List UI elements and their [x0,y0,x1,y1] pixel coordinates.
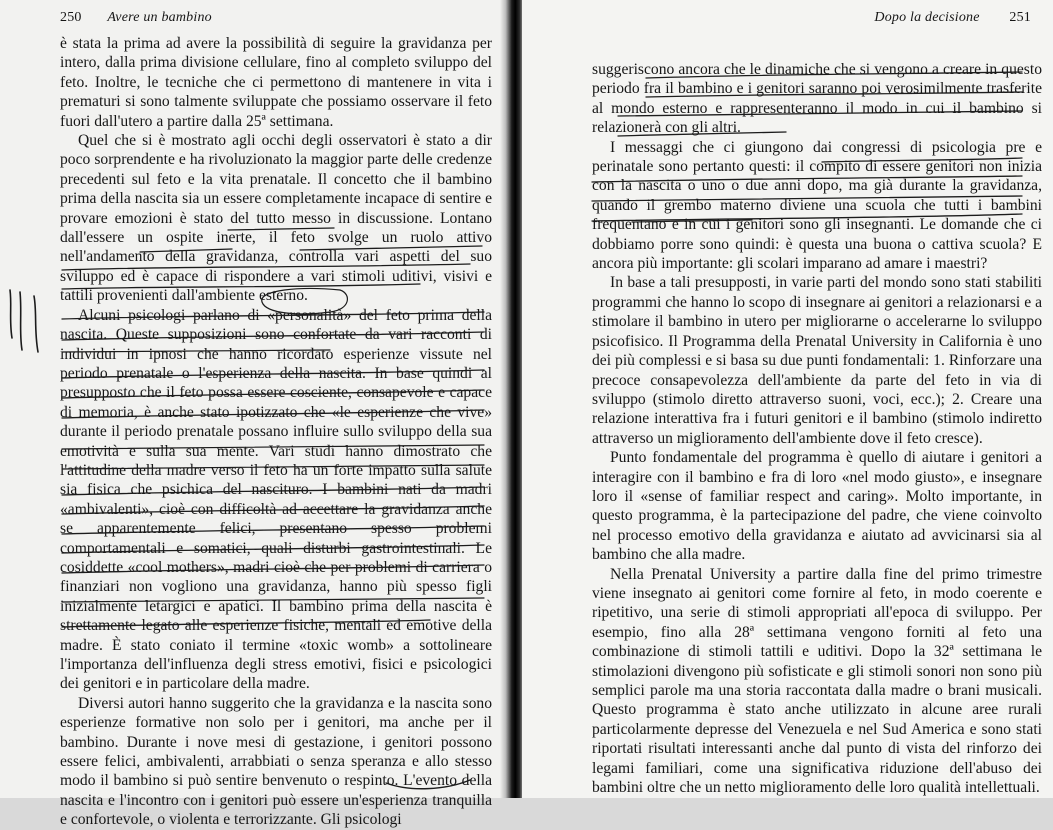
paragraph: I messaggi che ci giungono dai congressi di psicologia pre e perinatale sono pertanto questi: il compito di essere genitori non inizia con la nascita o uno o due anni dopo, ma già durante la gravidanza, quando il grembo materno diviene una scuola che tutti i bambini frequentano e in cui i genitori sono gli insegnanti. Le domande che ci dobbiamo porre sono quindi: è questa una buona o cattiva scuola? E ancora più importante: gli scolari imparano ad amare i maestri? [592,138,1042,273]
page-number: 251 [1009,10,1031,25]
margin-mark [20,292,22,350]
margin-mark [34,296,38,352]
running-title: Dopo la decisione [874,10,980,25]
right-page-body [592,60,1042,797]
left-page-body [60,34,492,830]
paragraph: Quel che si è mostrato agli occhi degli osservatori è stato a dir poco sorprendente e ha rivoluzionato la maggior parte delle credenze precedenti sul feto e la vita prenatale. Il concetto che il bambino prima della nascita sia un essere completamente incapace di sentire e provare emozioni è stato del tutto messo in discussione. Lontano dall'essere un ospite inerte, il feto svolge un ruolo attivo nell'andamento della gravidanza, controlla vari aspetti del suo sviluppo ed è capace di rispondere a vari stimoli uditivi, visivi e tattili provenienti dall'ambiente esterno. [60,132,492,305]
left-page-header [60,10,212,26]
right-page [522,0,1053,798]
paragraph: è stata la prima ad avere la possibilità di seguire la gravidanza per intero, dalla prima divisione cellulare, fino al completo sviluppo del feto. Inoltre, le tecniche che ci permettono di mantenere in vita i prematuri si sono talmente sviluppate che possiamo osservare il feto fuori dall'utero a partire dalla 25ª settimana. [60,35,492,130]
running-title: Avere un bambino [107,10,212,25]
right-page-header [874,10,1031,26]
paragraph: suggeriscono ancora che le dinamiche che si vengono a creare in questo periodo fra il bambino e i genitori saranno poi verosimilmente trasferite al mondo esterno e rappresenteranno il modo in cui il bambino si relazionerà con gli altri. [592,61,1042,137]
paragraph: Nella Prenatal University a partire dalla fine del primo trimestre viene insegnato ai genitori come fornire al feto, in modo coerente e ripetitivo, una serie di stimoli appropriati all'epoca di sviluppo. Per esempio, fino alla 28ª settimana vengono forniti al feto una combinazione di stimoli tattili e uditivi. Dopo la 32ª settimana le stimolazioni divengono più sofisticate e gli stimoli sonori non sono più semplici parole ma una storia raccontata dalla madre o brani musicali. Questo programma è stato anche utilizzato in alcune aree rurali particolarmente depresse del Venezuela e nel Sud America e sono stati riportati risultati interessanti anche dal punto di vista del rinforzo dei legami familiari, come una significativa riduzione dell'abuso dei bambini oltre che un netto miglioramento delle loro qualità intellettuali. [592,565,1042,797]
paragraph: Punto fondamentale del programma è quello di aiutare i genitori a interagire con il bambino e fra di loro «nel modo giusto», e insegnare loro il «sense of familiar respect and caring». Molto importante, in questo programma, è la partecipazione del padre, che viene coinvolto nel processo emotivo della gravidanza e aiutato ad avvicinarsi sia al bambino che alla madre. [592,449,1042,564]
page-number: 250 [60,10,82,25]
paragraph: Diversi autori hanno suggerito che la gravidanza e la nascita sono esperienze formative non solo per i genitori, ma anche per il bambino. Durante i nove mesi di gestazione, i genitori possono essere felici, ambivalenti, arrabbiati o senza speranza e allo stesso modo il bambino si può sentire benvenuto o respinto. L'evento della nascita e l'incontro con i genitori può essere un'esperienza tranquilla e confortevole, o violenta e terrorizzante. Gli psicologi [60,694,492,829]
margin-mark [10,290,12,338]
paragraph: Alcuni psicologi parlano di «personalità» del feto prima della nascita. Queste supposizioni sono confortate da vari racconti di individui in ipnosi che hanno ricordato esperienze vissute nel periodo prenatale o l'esperienza della nascita. In base quindi al presupposto che il feto possa essere cosciente, consapevole e capace di memoria, è anche stato ipotizzato che «le esperienze che vive» durante il periodo prenatale possano influire sullo sviluppo della sua emotività e sulla sua mente. Vari studi hanno dimostrato che l'attitudine della madre verso il feto ha un forte impatto sulla salute sia fisica che psichica del nascituro. I bambini nati da madri «ambivalenti», cioè con difficoltà ad accettare la gravidanza anche se apparentemente felici, presentano spesso problemi comportamentali e somatici, quali disturbi gastrointestinali. Le cosiddette «cool mothers», madri cioè che per problemi di carriera o finanziari non vogliono una gravidanza, hanno più spesso figli inizialmente letargici e apatici. Il bambino prima della nascita è strettamente legato alle esperienze fisiche, mentali ed emotive della madre. È stato coniato il termine «toxic womb» a sottolineare l'importanza dell'influenza degli stress emotivi, fisici e psicologici dei genitori e in particolare della madre. [60,306,492,693]
paragraph: In base a tali presupposti, in varie parti del mondo sono stati stabiliti programmi che hanno lo scopo di insegnare ai genitori a relazionarsi e a stimolare il bambino in utero per migliorarne o accelerarne lo sviluppo psicofisico. Il Programma della Prenatal University in California è uno dei più complessi e si basa su due punti fondamentali: 1. Rinforzare una precoce consapevolezza dell'ambiente da parte del feto in via di sviluppo (stimolo diretto attraverso suoni, voci, ecc.); 2. Creare una relazione interattiva fra i futuri genitori e il bambino (stimolo indiretto attraverso un miglioramento dell'ambiente dove il feto cresce). [592,274,1042,447]
left-page [0,0,506,829]
